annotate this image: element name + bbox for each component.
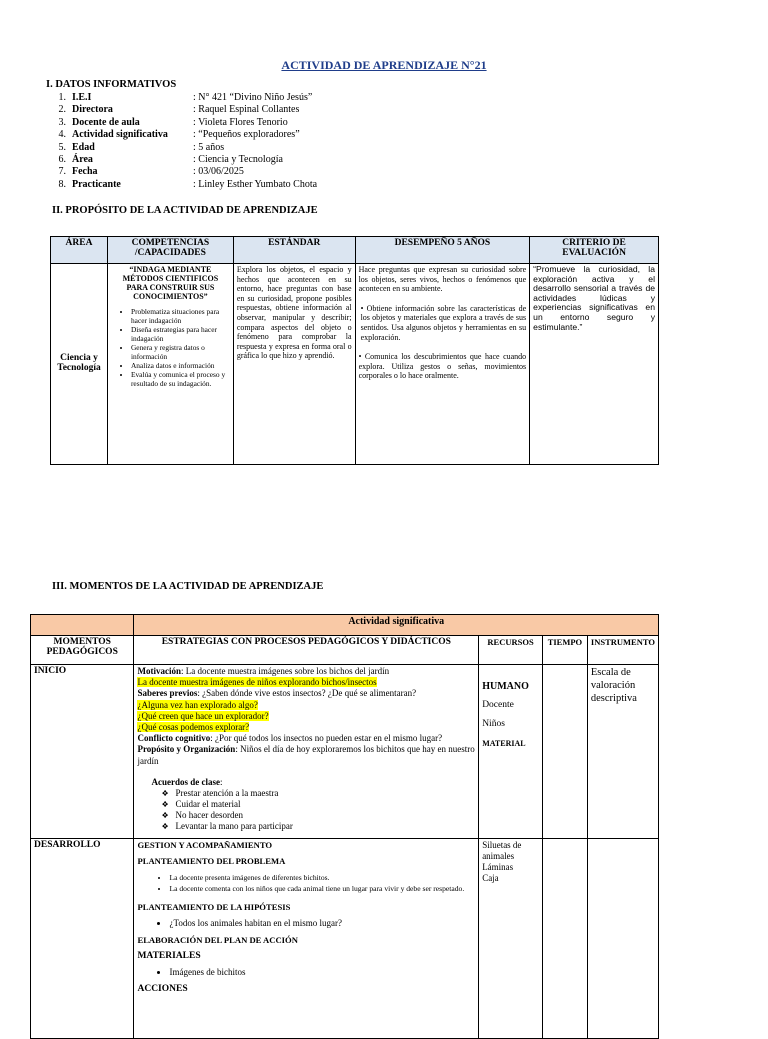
inicio-instrumento: Escala de valoración descriptiva xyxy=(587,665,658,839)
datos-row: 7. Fecha : 03/06/2025 xyxy=(58,166,244,178)
materiales-list xyxy=(137,967,475,978)
page-title: ACTIVIDAD DE APRENDIZAJE N°21 xyxy=(281,58,487,72)
list-item: • Evalúa y comunica el proceso y resultado de su indagación. xyxy=(131,370,230,388)
list-item: ❖ No hacer desorden xyxy=(175,810,475,821)
datos-row: 6. Área : Ciencia y Tecnología xyxy=(58,153,283,165)
acuerdos-list xyxy=(157,788,475,832)
desempeno-cell xyxy=(355,264,530,465)
datos-row: 4. Actividad significativa : “Pequeños exploradores” xyxy=(58,129,300,141)
section1-heading: I. DATOS INFORMATIVOS xyxy=(46,79,177,90)
act-header-row xyxy=(31,615,659,636)
list-item: • Imágenes de bichitos xyxy=(169,967,475,978)
col-header-tiempo: TIEMPO xyxy=(542,636,587,665)
planteamiento-list xyxy=(137,872,475,894)
datos-row: 2. Directora : Raquel Espinal Collantes xyxy=(58,104,300,116)
proposito-row xyxy=(51,264,659,465)
col-header-recursos: RECURSOS xyxy=(479,636,543,665)
col-header-criterio: CRITERIO DE EVALUACIÓN xyxy=(530,237,659,264)
datos-row: 8. Practicante : Linley Esther Yumbato Chota xyxy=(58,178,318,190)
criterio-cell: “Promueve la curiosidad, la exploración activa y el desarrollo sensorial a través de actividades lúdicas y experiencias significativas en un entorno seguro y estimulante.” xyxy=(530,264,659,465)
list-item: • Problematiza situaciones para hacer indagación xyxy=(131,307,230,325)
inicio-recursos: HUMANO Docente Niños MATERIAL xyxy=(479,665,543,839)
col-header-desempeno: DESEMPEÑO 5 AÑOS xyxy=(355,237,530,264)
list-item: • La docente presenta imágenes de diferentes bichitos. xyxy=(169,872,475,883)
momentos-table xyxy=(30,614,659,1039)
desarrollo-recursos: Siluetas de animales Láminas Caja xyxy=(479,839,543,1039)
col-header-competencias: COMPETENCIAS /CAPACIDADES xyxy=(107,237,233,264)
proposito-header-row xyxy=(51,237,659,264)
desarrollo-estrategias: GESTION Y ACOMPAÑAMIENTO PLANTEAMIENTO DEL PROBLEMA • La docente presenta imágenes de diferentes bichitos. • La docente comenta con los niños que cada animal tiene un lugar para vivir y debe ser respetado. PLANTEAMIENTO DE LA HIPÓTESIS • ¿Todos los animales habitan en el mismo lugar? ELABORACIÓN DEL PLAN DE ACCIÓN MATERIALES • Imágenes de bichitos ACCIONES xyxy=(134,839,479,1039)
desempeno-item: Hace preguntas que expresan su curiosidad sobre los objetos, seres vivos, hechos o fenómenos que acontecen en su ambiente. xyxy=(358,265,527,294)
section2-heading: II. PROPÓSITO DE LA ACTIVIDAD DE APRENDIZAJE xyxy=(52,205,318,216)
proposito-table xyxy=(50,236,659,465)
hipotesis-list xyxy=(137,918,475,929)
competencias-cell xyxy=(107,264,233,465)
inicio-tiempo xyxy=(542,665,587,839)
estandar-cell: Explora los objetos, el espacio y hechos que acontecen en su entorno, hace preguntas con base en su curiosidad, propone posibles respuestas, obtiene información al observar, manipular y describir; compara aspectos del objeto o fenómeno para comprobar la respuesta y expresa en forma oral o gráfica lo que hizo y aprendió. xyxy=(233,264,355,465)
datos-row: 5. Edad : 5 años xyxy=(58,141,225,153)
col-header-estrategias: ESTRATEGIAS CON PROCESOS PEDAGÓGICOS Y DIDÁCTICOS xyxy=(134,636,479,665)
desempeno-item: • Comunica los descubrimientos que hace cuando explora. Utiliza gestos o señas, movimientos corporales o lo hace oralmente. xyxy=(358,352,527,381)
section3-heading: III. MOMENTOS DE LA ACTIVIDAD DE APRENDIZAJE xyxy=(52,581,324,592)
desarrollo-row xyxy=(31,839,659,1039)
datos-row: 1. I.E.I : N° 421 “Divino Niño Jesús” xyxy=(58,92,313,103)
competencia-title: “INDAGA MEDIANTE MÉTODOS CIENTIFICOS PARA CONSTRUIR SUS CONOCIMIENTOS” xyxy=(122,265,219,301)
inicio-row xyxy=(31,665,659,839)
list-item: ❖ Cuidar el material xyxy=(175,799,475,810)
list-item: • Diseña estrategias para hacer indagación xyxy=(131,325,230,343)
col-header-area: ÁREA xyxy=(51,237,108,264)
desarrollo-tiempo xyxy=(542,839,587,1039)
col-header-instrumento: INSTRUMENTO xyxy=(587,636,658,665)
list-item: • La docente comenta con los niños que cada animal tiene un lugar para vivir y debe ser respetado. xyxy=(169,883,475,894)
col-header-momentos: MOMENTOS PEDAGÓGICOS xyxy=(31,636,134,665)
inicio-label: INICIO xyxy=(31,665,134,839)
desarrollo-instrumento xyxy=(587,839,658,1039)
list-item: • Analiza datos e información xyxy=(131,361,230,370)
desarrollo-label: DESARROLLO xyxy=(31,839,134,1039)
col-header-estandar: ESTÁNDAR xyxy=(233,237,355,264)
list-item: • Genera y registra datos o información xyxy=(131,343,230,361)
datos-row: 3. Docente de aula : Violeta Flores Tenorio xyxy=(58,116,288,128)
inicio-estrategias: Motivación: La docente muestra imágenes sobre los bichos del jardín La docente muestra imágenes de niños explorando bichos/insectos Saberes previos: ¿Saben dónde vive estos insectos? ¿De qué se alimentaran? ¿Alguna vez han explorado algo? ¿Qué creen que hace un explorador? ¿Qué cosas podemos explorar? Conflicto cognitivo: ¿Por qué todos los insectos no pueden estar en el mismo lugar? Propósito y Organización: Niños el día de hoy exploraremos los bichitos que hay en nuestro jardín Acuerdos de clase: ❖ Prestar atención a la maestra ❖ Cuidar el material ❖ No hacer desorden ❖ Levantar la mano para participar xyxy=(134,665,479,839)
actividad-significativa-header: Actividad significativa xyxy=(134,615,659,636)
list-item: ❖ Prestar atención a la maestra xyxy=(175,788,475,799)
col-header-row xyxy=(31,636,659,665)
list-item: ❖ Levantar la mano para participar xyxy=(175,821,475,832)
capacidades-list xyxy=(111,307,230,388)
desempeno-item: • Obtiene información sobre las características de los objetos y materiales que explora a través de sus sentidos. Usa algunos objetos y herramientas en su exploración. xyxy=(360,303,527,342)
area-cell: Ciencia y Tecnología xyxy=(51,264,108,465)
datos-informativos-list xyxy=(38,92,398,191)
list-item: • ¿Todos los animales habitan en el mismo lugar? xyxy=(169,918,475,929)
